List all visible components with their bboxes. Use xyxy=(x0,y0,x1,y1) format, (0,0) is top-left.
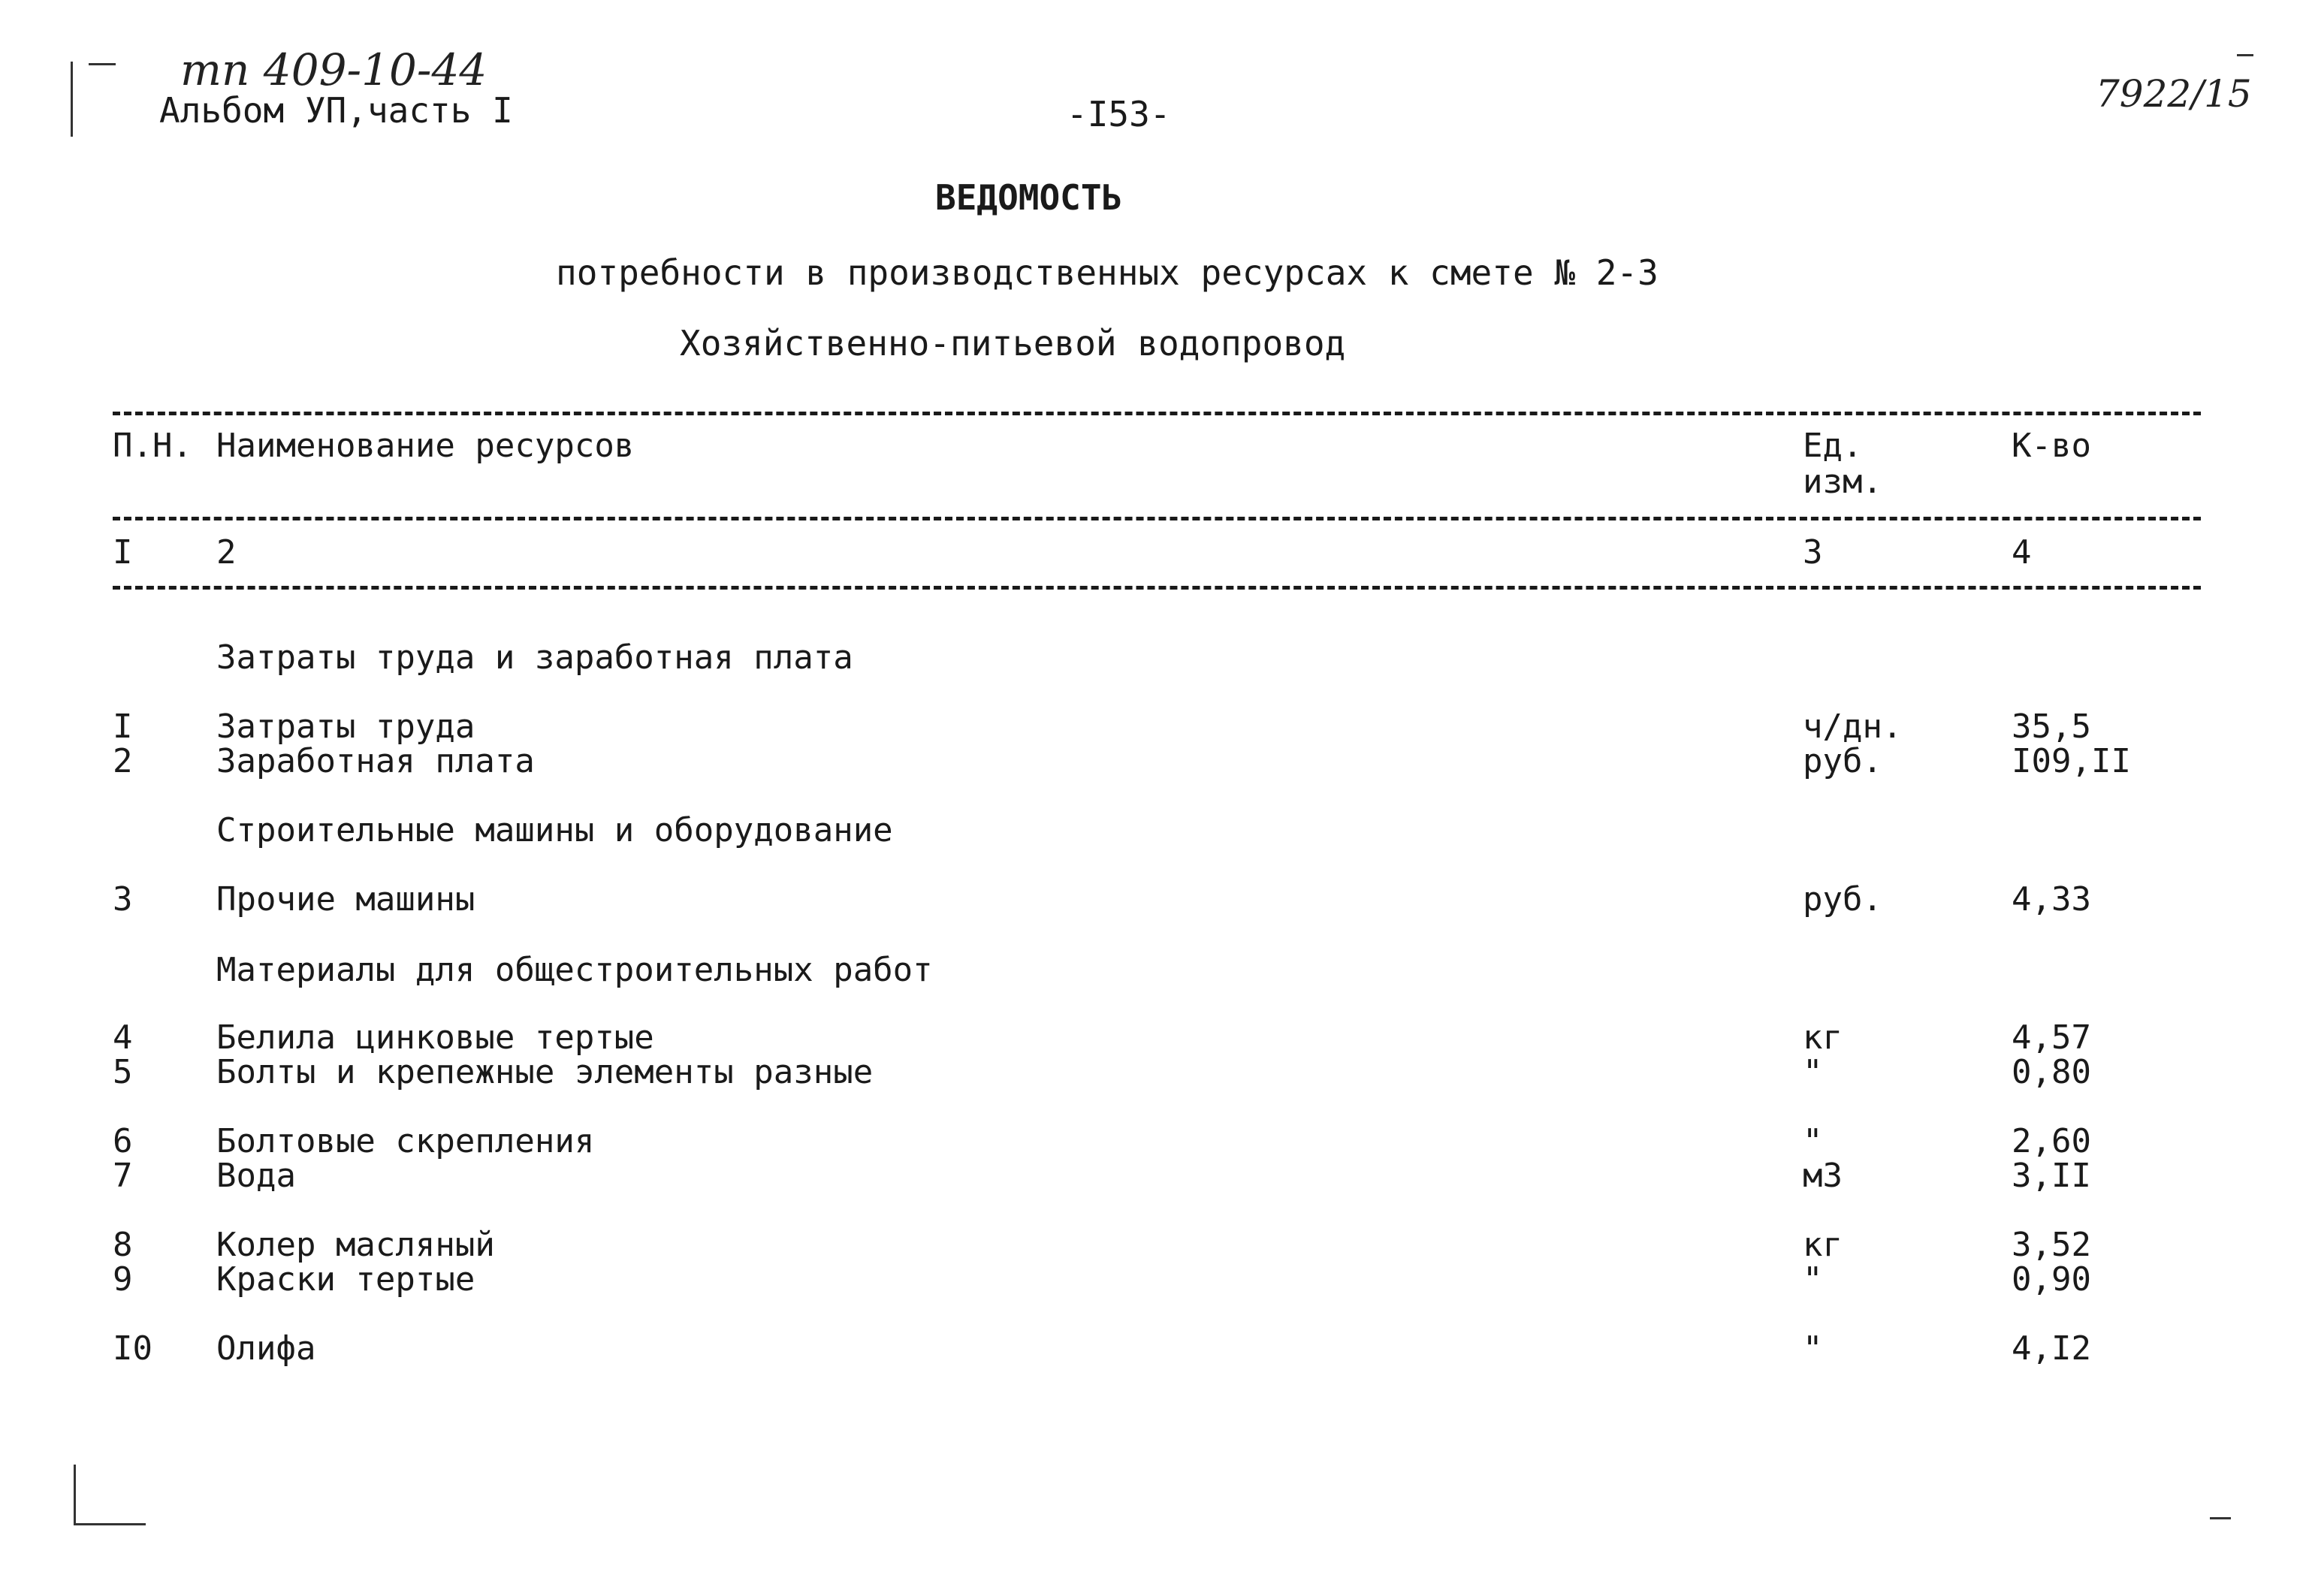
row-number: 7 xyxy=(113,1157,133,1195)
scan-edge-mark xyxy=(71,62,73,137)
row-name: Затраты труда xyxy=(216,707,475,746)
section-title: Материалы для общестроительных работ xyxy=(216,951,933,989)
document-object: Хозяйственно-питьевой водопровод xyxy=(680,323,1346,364)
column-header-qty: К-во xyxy=(2012,427,2091,465)
handwritten-sheet-number: 7922/15 xyxy=(2096,72,2252,116)
scan-edge-mark xyxy=(2210,1517,2231,1519)
row-qty: 4,I2 xyxy=(2012,1329,2091,1368)
scan-edge-mark xyxy=(89,63,116,65)
row-name: Болты и крепежные элементы разные xyxy=(216,1053,874,1091)
row-name: Болтовые скрепления xyxy=(216,1122,595,1160)
row-unit: кг xyxy=(1803,1226,1843,1264)
row-name: Колер масляный xyxy=(216,1226,495,1264)
row-number: 3 xyxy=(113,880,133,919)
row-name: Вода xyxy=(216,1157,296,1195)
section-title: Строительные машины и оборудование xyxy=(216,811,893,849)
row-unit: " xyxy=(1803,1329,1823,1368)
column-number-4: 4 xyxy=(2012,533,2032,572)
row-qty: 0,90 xyxy=(2012,1260,2091,1299)
corner-crop-mark xyxy=(74,1465,76,1525)
page-number: -I53- xyxy=(1067,94,1171,134)
row-unit: ч/дн. xyxy=(1803,707,1903,746)
column-header-unit: Ед. xyxy=(1803,427,1863,465)
row-number: I xyxy=(113,707,133,746)
row-qty: 3,52 xyxy=(2012,1226,2091,1264)
column-header-name: Наименование ресурсов xyxy=(216,427,635,465)
row-name: Краски тертые xyxy=(216,1260,475,1299)
column-number-2: 2 xyxy=(216,533,237,572)
row-number: 5 xyxy=(113,1053,133,1091)
row-qty: 4,33 xyxy=(2012,880,2091,919)
column-header-unit-line2: изм. xyxy=(1803,463,1882,501)
column-header-num: П.Н. xyxy=(113,427,192,465)
row-number: 6 xyxy=(113,1122,133,1160)
row-name: Олифа xyxy=(216,1329,316,1368)
scan-edge-mark xyxy=(2237,54,2253,56)
column-number-3: 3 xyxy=(1803,533,1823,572)
album-label: Альбом УП,часть I xyxy=(159,90,513,131)
row-qty: 4,57 xyxy=(2012,1018,2091,1057)
row-unit: м3 xyxy=(1803,1157,1843,1195)
row-number: 2 xyxy=(113,742,133,780)
row-unit: " xyxy=(1803,1260,1823,1299)
row-qty: I09,II xyxy=(2012,742,2131,780)
section-title: Затраты труда и заработная плата xyxy=(216,638,853,677)
row-number: 4 xyxy=(113,1018,133,1057)
table-number-rule xyxy=(113,586,2201,590)
row-qty: 3,II xyxy=(2012,1157,2091,1195)
row-number: 9 xyxy=(113,1260,133,1299)
table-top-rule xyxy=(113,412,2201,415)
corner-crop-mark xyxy=(74,1523,146,1525)
column-number-1: I xyxy=(113,533,133,572)
row-qty: 2,60 xyxy=(2012,1122,2091,1160)
row-qty: 35,5 xyxy=(2012,707,2091,746)
document-title: ВЕДОМОСТЬ xyxy=(935,177,1123,218)
row-unit: руб. xyxy=(1803,742,1882,780)
row-name: Прочие машины xyxy=(216,880,475,919)
document-subtitle: потребности в производственных ресурсах к смете № 2-3 xyxy=(556,252,1659,293)
row-name: Белила цинковые тертые xyxy=(216,1018,654,1057)
table-header-rule xyxy=(113,517,2201,520)
row-unit: кг xyxy=(1803,1018,1843,1057)
row-number: I0 xyxy=(113,1329,152,1368)
row-unit: " xyxy=(1803,1122,1823,1160)
row-qty: 0,80 xyxy=(2012,1053,2091,1091)
row-unit: руб. xyxy=(1803,880,1882,919)
handwritten-document-code: тп 409-10-44 xyxy=(180,44,487,95)
row-number: 8 xyxy=(113,1226,133,1264)
row-unit: " xyxy=(1803,1053,1823,1091)
row-name: Заработная плата xyxy=(216,742,535,780)
